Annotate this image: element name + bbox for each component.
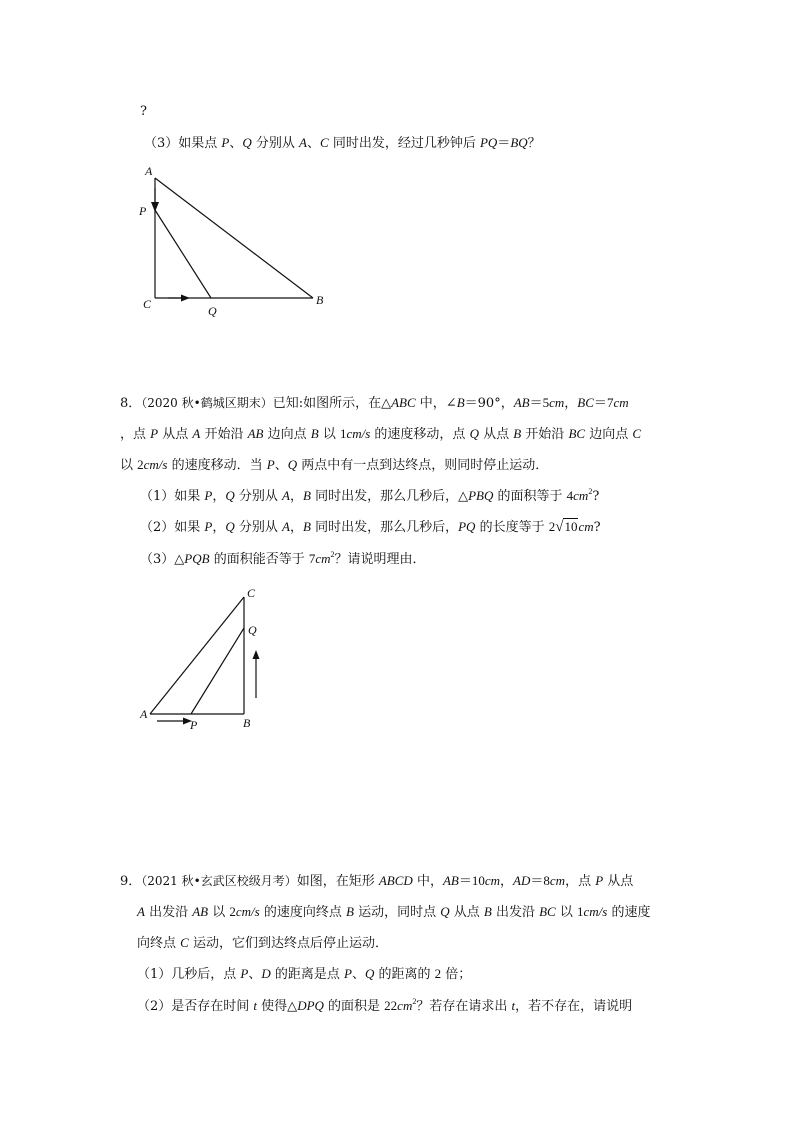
var-PQ: PQ: [479, 135, 498, 150]
text: 以: [318, 427, 340, 442]
var-P: P: [344, 966, 352, 981]
var-PQB: PQB: [184, 551, 210, 566]
part-num: （1）: [140, 489, 175, 504]
text: ＝: [593, 396, 607, 411]
exponent: 2: [588, 487, 593, 496]
part-num: （3）: [140, 552, 175, 567]
q8-label-A: A: [140, 707, 148, 721]
var-C: C: [180, 935, 189, 950]
text: 出发沿: [491, 905, 540, 920]
question-source: （2021 秋•玄武区校级月考）: [141, 874, 297, 888]
var-ABCD: ABCD: [378, 873, 413, 888]
unit: cm: [573, 488, 589, 503]
unit: cm/s: [583, 904, 608, 919]
var-Q: Q: [469, 426, 479, 441]
text: 、: [229, 136, 243, 151]
text: ＝: [529, 396, 543, 411]
value: 5: [542, 395, 550, 410]
text: ＝: [497, 136, 511, 151]
text: 的速度移动．当: [167, 458, 267, 473]
text: ＝90°，: [464, 396, 514, 411]
var-t: t: [511, 998, 516, 1013]
var-P: P: [221, 135, 230, 150]
var-P: P: [266, 457, 275, 472]
var-P: P: [595, 873, 604, 888]
var-AB: AB: [192, 904, 209, 919]
var-PBQ: PBQ: [468, 488, 494, 503]
text: 以: [208, 905, 230, 920]
text: 边向点: [585, 427, 633, 442]
var-B: B: [456, 395, 465, 410]
text: 、: [307, 136, 321, 151]
text: ，点: [565, 874, 596, 889]
radicand: 10: [564, 519, 578, 534]
value: 1: [339, 426, 347, 441]
text: 的长度等于: [475, 520, 549, 535]
q7-tail-mark: ?: [140, 104, 147, 119]
text: 的面积是: [323, 999, 385, 1014]
text: 的距离是点: [270, 967, 345, 982]
var-Q: Q: [242, 135, 252, 150]
unit: cm: [613, 395, 629, 410]
text: 从点: [478, 427, 514, 442]
text: 如图，在矩形: [296, 874, 379, 889]
text: 如果点: [178, 136, 222, 151]
var-P: P: [204, 519, 213, 534]
text: 以: [120, 458, 138, 473]
value: 2: [137, 457, 144, 472]
q8-label-P: P: [190, 718, 198, 732]
var-P: P: [204, 488, 213, 503]
text: 分别从: [234, 489, 283, 504]
var-BC: BC: [577, 395, 594, 410]
unit: cm: [484, 873, 501, 888]
text: 出发沿: [144, 905, 193, 920]
text: 的距离的: [374, 967, 435, 982]
var-DPQ: DPQ: [297, 998, 324, 1013]
q9-line-3: [137, 933, 388, 954]
text: ，点: [120, 427, 151, 442]
text: 倍；: [441, 967, 472, 982]
var-Q: Q: [440, 904, 450, 919]
question-source: （2020 秋•鹤城区期末）: [141, 396, 273, 410]
var-A: A: [192, 426, 201, 441]
text: ？若存在请求出: [416, 999, 512, 1014]
unit: cm: [578, 519, 594, 534]
q9-line-2: [137, 902, 650, 923]
var-B: B: [483, 904, 492, 919]
text: 的速度向终点: [259, 905, 346, 920]
unit: cm/s: [235, 904, 260, 919]
text: 同时出发，那么几秒后，: [310, 520, 459, 535]
var-ABC: ABC: [391, 395, 416, 410]
var-B: B: [303, 519, 311, 534]
q7-label-B: B: [316, 293, 324, 307]
text: ?: [593, 520, 601, 535]
q8-label-Q: Q: [248, 623, 257, 637]
var-A: A: [282, 488, 290, 503]
var-Q: Q: [225, 519, 235, 534]
unit: cm: [315, 551, 331, 566]
text: 以: [555, 905, 577, 920]
text: 两点中有一点到达终点，则同时停止运动．: [297, 458, 549, 473]
text: 如果: [174, 489, 205, 504]
value: 22: [384, 998, 398, 1013]
var-A: A: [282, 519, 290, 534]
q9-part-2: [137, 996, 632, 1017]
part-num: （2）: [137, 999, 172, 1014]
unit: cm: [549, 873, 566, 888]
part-num: （1）: [137, 967, 172, 982]
var-C: C: [632, 426, 641, 441]
value: 7: [308, 551, 316, 566]
exponent: 2: [412, 997, 417, 1006]
var-A: A: [299, 135, 307, 150]
text: 是否存在时间: [171, 999, 254, 1014]
text: ？请说明理由．: [334, 552, 426, 567]
text: ，: [500, 874, 514, 889]
var-C: C: [320, 135, 329, 150]
q7-part3-num: （3）: [144, 136, 179, 151]
text: 的速度移动，点: [370, 427, 470, 442]
text: 运动，同时点: [353, 905, 441, 920]
var-P: P: [240, 966, 249, 981]
text: ?: [592, 489, 600, 504]
q8-label-C: C: [247, 586, 256, 600]
q7-label-C: C: [143, 297, 152, 311]
var-B: B: [303, 488, 311, 503]
value: 8: [543, 873, 550, 888]
var-AB: AB: [247, 426, 264, 441]
var-AB: AB: [513, 395, 530, 410]
var-B: B: [345, 904, 354, 919]
var-BC: BC: [539, 904, 556, 919]
value: 4: [566, 488, 574, 503]
text: 的面积能否等于: [209, 552, 309, 567]
q7-label-P: P: [139, 204, 147, 218]
q7-label-Q: Q: [208, 304, 217, 318]
var-BC: BC: [568, 426, 586, 441]
text: 同时出发，经过几秒钟后: [328, 136, 480, 151]
text: 已知:如图所示，在△: [272, 396, 392, 411]
var-D: D: [261, 966, 271, 981]
sqrt-symbol: √10: [555, 519, 578, 535]
value: 1: [576, 904, 584, 919]
text: 同时出发，那么几秒后，△: [310, 489, 469, 504]
text: 使得△: [257, 999, 298, 1014]
q9-line-1: [120, 871, 633, 892]
q8-segment-PQ: [191, 628, 244, 714]
text: ，: [212, 520, 226, 535]
var-AB: AB: [442, 873, 459, 888]
q8-label-B: B: [243, 716, 251, 730]
text: 、: [248, 967, 262, 982]
text: ，: [290, 520, 304, 535]
value: 7: [606, 395, 614, 410]
var-P: P: [150, 426, 159, 441]
text: 、: [274, 458, 288, 473]
var-Q: Q: [225, 488, 235, 503]
text: 几秒后，点: [171, 967, 241, 982]
unit: cm/s: [143, 457, 168, 472]
text: 如果: [174, 520, 205, 535]
text: ，若不存在，请说明: [515, 999, 633, 1014]
value: 2: [434, 966, 442, 981]
text: 开始沿: [200, 427, 248, 442]
var-B: B: [310, 426, 319, 441]
text: 从点: [603, 874, 634, 889]
text: 中，: [412, 874, 443, 889]
question-number: 8．: [120, 396, 142, 411]
text: 中，∠: [415, 396, 457, 411]
var-Q: Q: [287, 457, 298, 472]
text: 运动，它们到达终点后停止运动．: [188, 936, 388, 951]
unit: cm/s: [346, 426, 371, 441]
text: 向终点: [137, 936, 181, 951]
q8-side-AC: [150, 597, 244, 714]
var-AD: AD: [513, 873, 531, 888]
text: ，: [212, 489, 226, 504]
q8-arrowhead-up: [253, 650, 260, 659]
text: 从点: [449, 905, 484, 920]
text: ？: [527, 136, 541, 151]
value: 2: [548, 519, 556, 534]
var-t: t: [253, 998, 258, 1013]
var-BQ: BQ: [510, 135, 528, 150]
exponent: 2: [330, 550, 335, 559]
unit: cm: [397, 998, 413, 1013]
text: ，: [564, 396, 578, 411]
text: 的面积等于: [493, 489, 567, 504]
part-num: （2）: [140, 520, 175, 535]
text: 分别从: [234, 520, 283, 535]
question-number: 9．: [120, 874, 142, 889]
unit: cm: [549, 395, 565, 410]
var-A: A: [137, 904, 145, 919]
text: 开始沿: [521, 427, 569, 442]
text: 从点: [158, 427, 193, 442]
text: ＝: [530, 874, 544, 889]
value: 2: [229, 904, 236, 919]
q7-label-A: A: [145, 164, 153, 178]
q9-part-1: [137, 964, 471, 985]
var-PQ: PQ: [458, 519, 476, 534]
var-Q: Q: [365, 966, 375, 981]
text: △: [174, 552, 185, 567]
text: 、: [352, 967, 366, 982]
text: 分别从: [251, 136, 300, 151]
text: ＝: [458, 874, 472, 889]
text: 边向点: [263, 427, 311, 442]
var-B: B: [513, 426, 522, 441]
text: ，: [290, 489, 304, 504]
value: 10: [471, 873, 485, 888]
text: 的速度: [607, 905, 651, 920]
